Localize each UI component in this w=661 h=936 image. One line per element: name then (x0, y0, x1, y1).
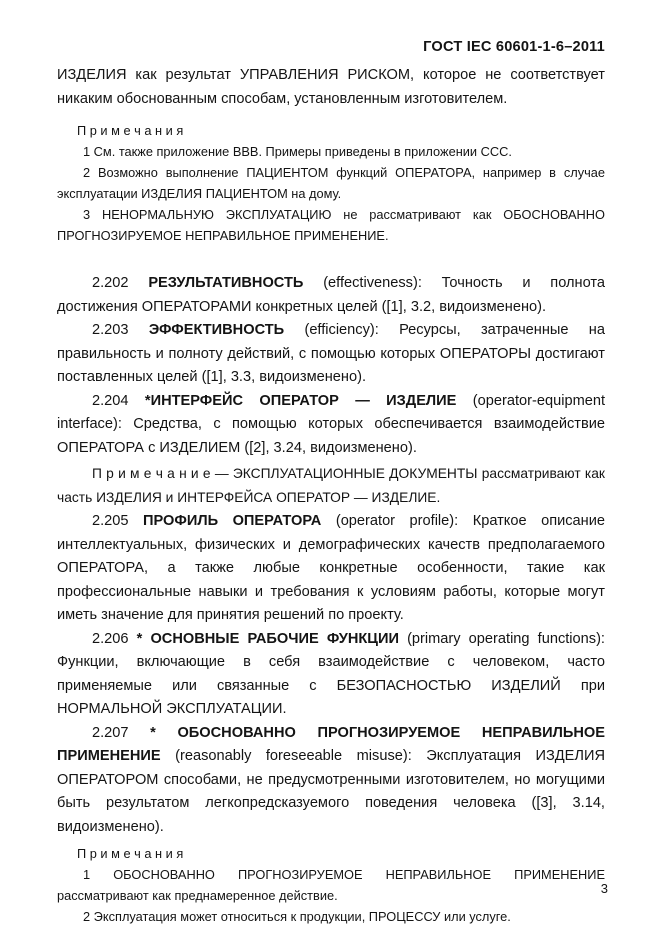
definition-term: ПРОФИЛЬ ОПЕРАТОРА (143, 513, 322, 529)
definition-term: * ОБОСНОВАННО ПРОГНОЗИРУЕМОЕ НЕПРАВИЛЬНОЕ ПРИМЕНЕНИЕ (57, 724, 605, 764)
note-item-1: 1 ОБОСНОВАННО ПРОГНОЗИРУЕМОЕ НЕПРАВИЛЬНОЕ ПРИМЕНЕНИЕ рассматривают как преднамеренное действие. (57, 867, 605, 903)
definition-term: РЕЗУЛЬТАТИВНОСТЬ (148, 275, 304, 291)
definition-2203 (57, 319, 605, 390)
notes-label: П р и м е ч а н и я (77, 123, 184, 138)
definition-2202 (57, 272, 605, 319)
section-gap (57, 246, 605, 272)
definition-2206 (57, 628, 605, 722)
note-item-1: 1 См. также приложение ВВВ. Примеры приведены в приложении ССС. (83, 144, 512, 159)
definition-text: (efficiency): Ресурсы, затраченные на правильность и полноту действий, с помощью которых ОПЕРАТОРЫ достигают поставленных целей ([1], 3.3, видоизменено). (57, 322, 605, 385)
intro-paragraph: ИЗДЕЛИЯ как результат УПРАВЛЕНИЯ РИСКОМ, которое не соответствует никаким обоснованным способам, установленным изготовителем. (57, 67, 605, 107)
definition-2205 (57, 510, 605, 628)
notes-block-1 (57, 120, 605, 246)
note-label: П р и м е ч а н и е (92, 466, 211, 481)
definition-term: *ИНТЕРФЕЙС ОПЕРАТОР — ИЗДЕЛИЕ (144, 392, 457, 409)
note-2204 (57, 462, 605, 509)
definition-2207 (57, 722, 605, 840)
notes-label: П р и м е ч а н и я (77, 846, 184, 861)
definition-2204 (57, 390, 605, 461)
definition-number: 2.203 (92, 322, 129, 338)
definition-number: 2.207 (92, 724, 129, 741)
note-item-3: 3 НЕНОРМАЛЬНУЮ ЭКСПЛУАТАЦИЮ не рассматривают как ОБОСНОВАННО ПРОГНОЗИРУЕМОЕ НЕПРАВИЛЬНОЕ ПРИМЕНЕНИЕ. (57, 207, 605, 243)
definition-number: 2.202 (92, 275, 129, 291)
definition-term: * ОСНОВНЫЕ РАБОЧИЕ ФУНКЦИИ (136, 630, 399, 647)
note-item-2: 2 Эксплуатация может относиться к продукции, ПРОЦЕССУ или услуге. (83, 909, 511, 924)
definition-text: (operator profile): Краткое описание интеллектуальных, физических и демографических качеств предполагаемого ОПЕРАТОРА, а также любые конкретные особенности, такие как профессиональные навыки и требования к условиям работы, которые могут иметь значение для принятия решений по проекту. (57, 513, 605, 623)
running-header: ГОСТ IEC 60601-1-6–2011 (423, 39, 605, 55)
definition-text: (reasonably foreseeable misuse): Эксплуатация ИЗДЕЛИЯ ОПЕРАТОРОМ способами, не предусмотренными изготовителем, но могущими быть результатом легкопредсказуемого поведения человека ([3], 3.14, видоизменено). (57, 748, 606, 835)
note-text: — ЭКСПЛУАТАЦИОННЫЕ ДОКУМЕНТЫ рассматривают как часть ИЗДЕЛИЯ и ИНТЕРФЕЙСА ОПЕРАТОР — ИЗДЕЛИЕ. (57, 466, 605, 505)
definition-term: ЭФФЕКТИВНОСТЬ (148, 322, 285, 338)
definition-text: (primary operating functions): Функции, включающие в себя взаимодействие с человеком, часто применяемые или связанные с БЕЗОПАСНОСТЬЮ ИЗДЕЛИЙ при НОРМАЛЬНОЙ ЭКСПЛУАТАЦИИ. (57, 630, 605, 717)
definition-text: (effectiveness): Точность и полнота достижения ОПЕРАТОРАМИ конкретных целей ([1], 3.2, видоизменено). (57, 275, 606, 315)
definition-number: 2.206 (92, 630, 129, 647)
definition-number: 2.204 (92, 392, 129, 409)
note-item-2: 2 Возможно выполнение ПАЦИЕНТОМ функций ОПЕРАТОРА, например в случае эксплуатации ИЗДЕЛИЯ ПАЦИЕНТОМ на дому. (57, 165, 605, 201)
definition-number: 2.205 (92, 513, 129, 529)
notes-block-2 (57, 843, 605, 927)
page-number: 3 (600, 881, 608, 896)
definition-text: (operator-equipment interface): Средства, с помощью которых обеспечивается взаимодействие ОПЕРАТОРА с ИЗДЕЛИЕМ ([2], 3.24, видоизменено). (57, 392, 606, 456)
